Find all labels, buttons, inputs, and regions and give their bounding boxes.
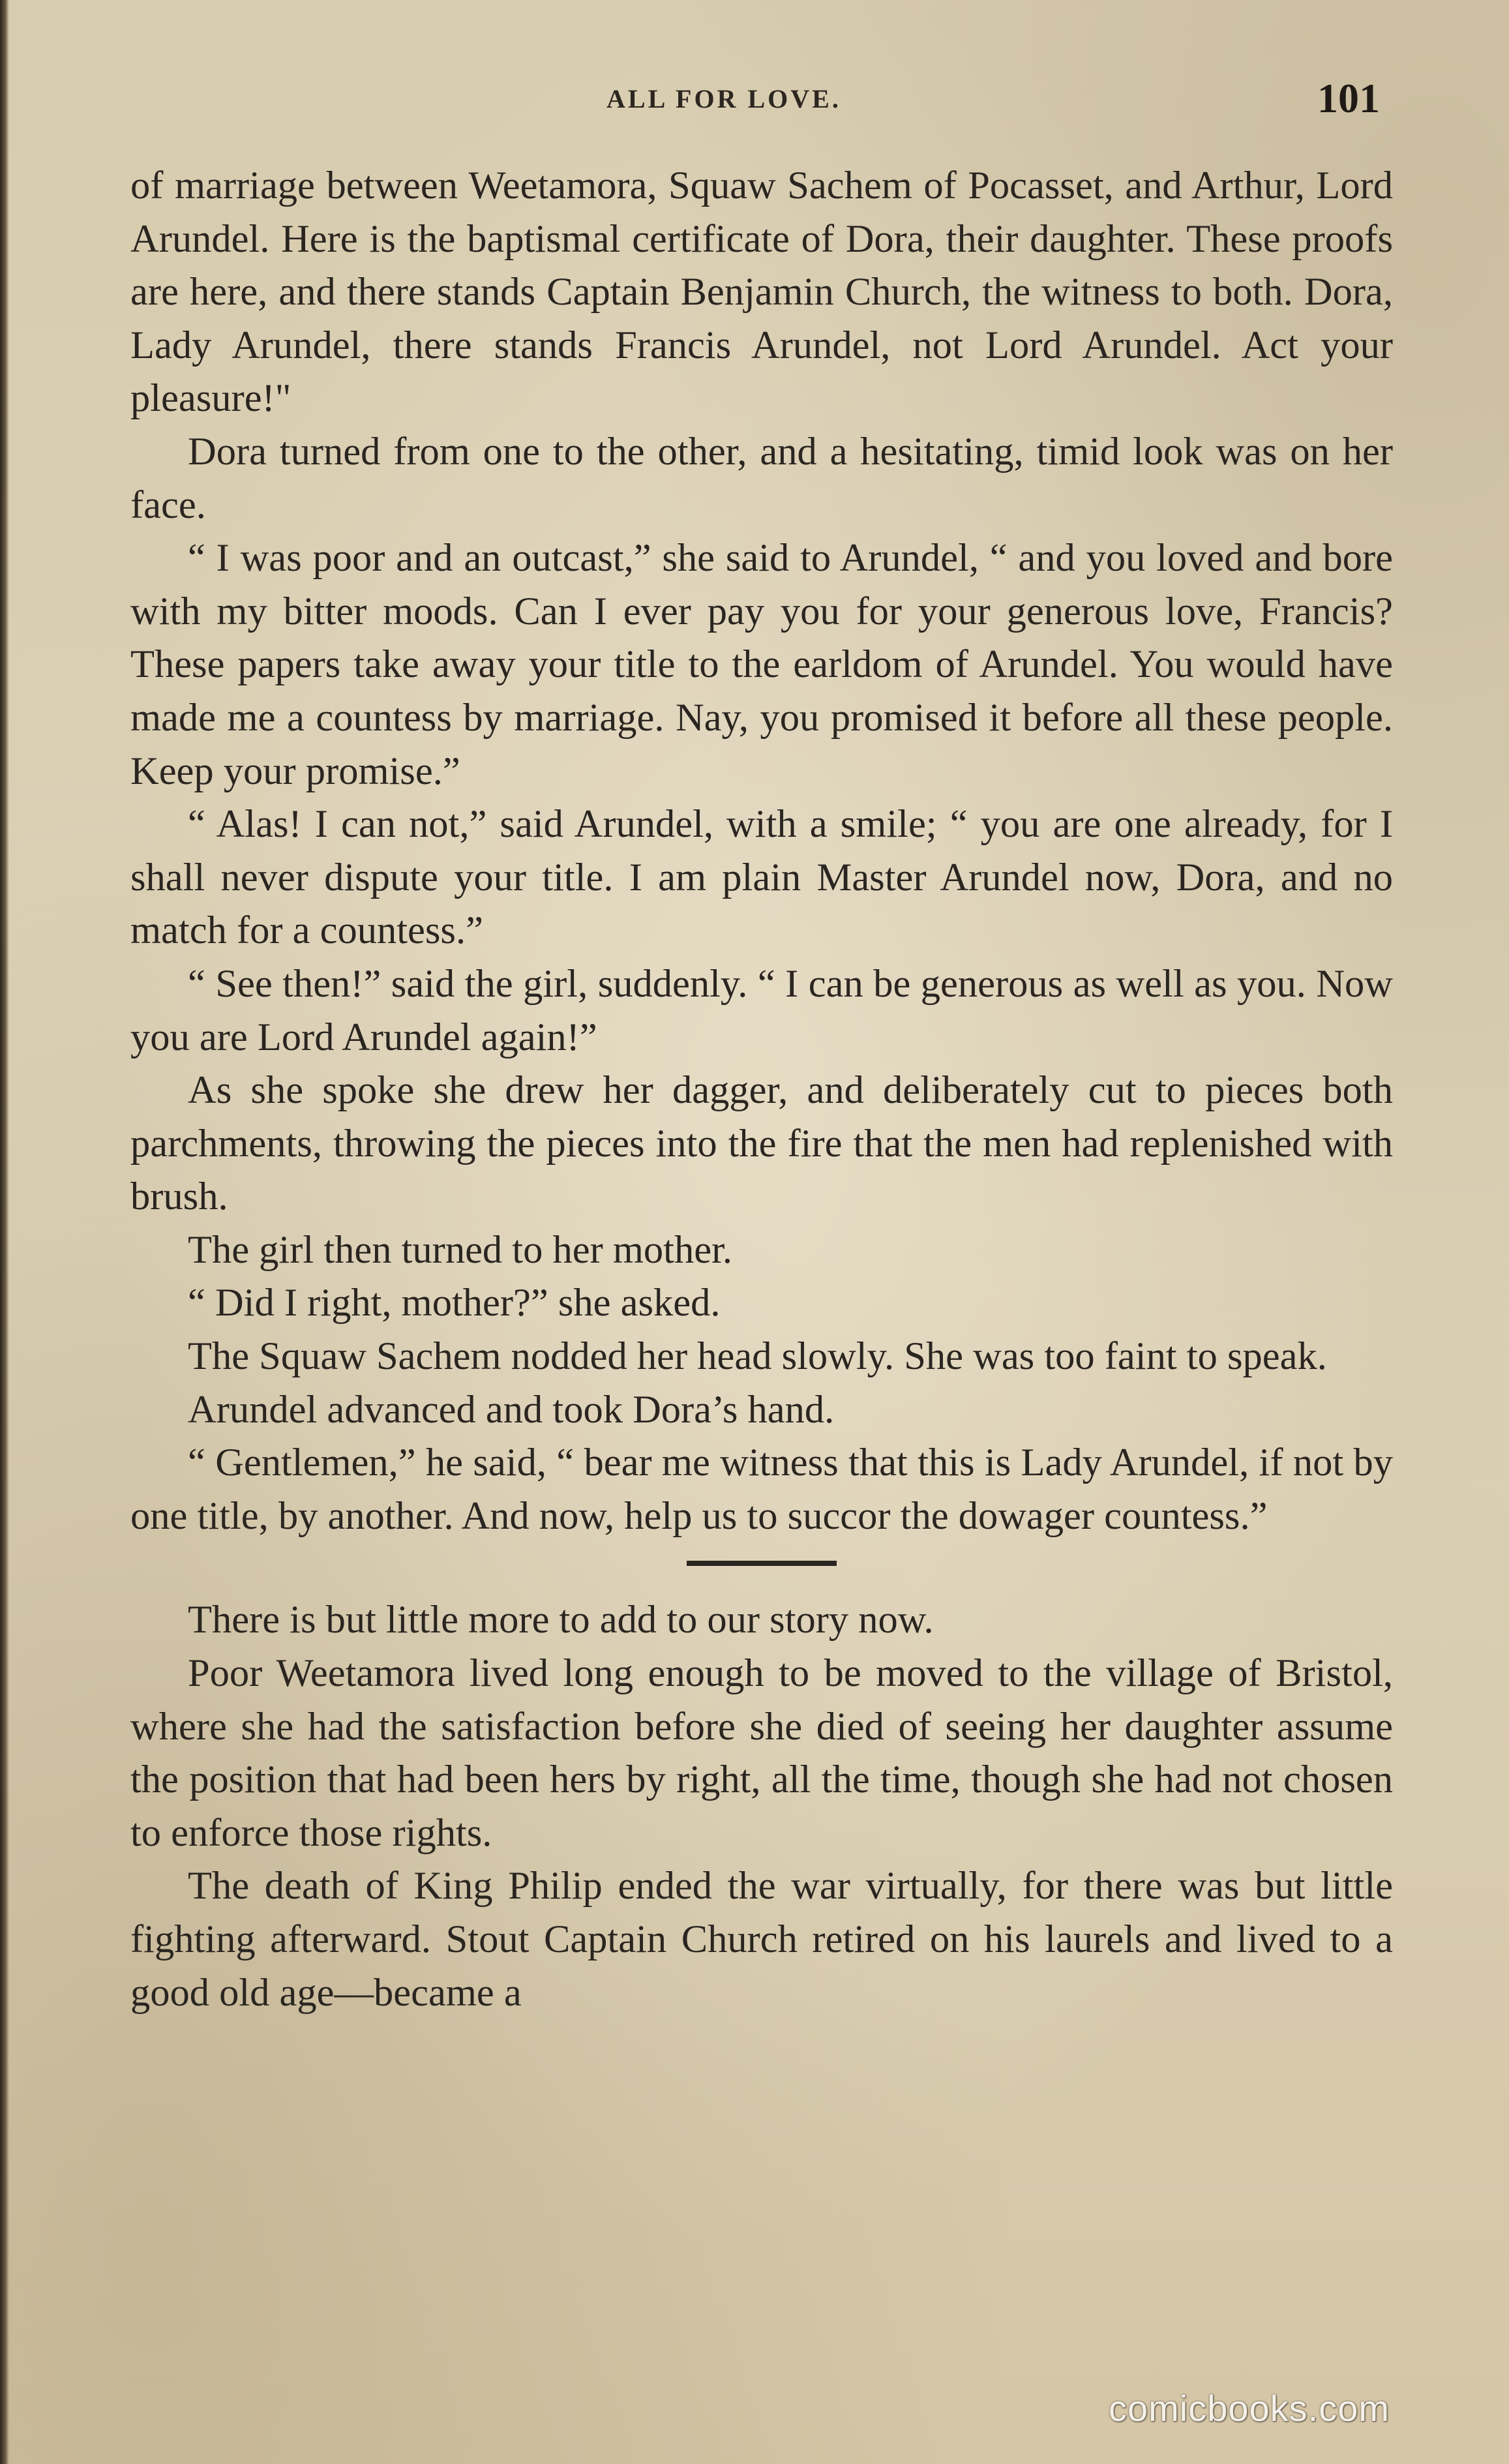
paragraph: “ I was poor and an outcast,” she said to Arundel, “ and you loved and bore with my bitter moods. Can I ever pay you for your generous love, Francis? These papers take away your title to the earldom of Arundel. You would have made me a countess by marriage. Nay, you promised it before all these people. Keep your promise.”: [130, 536, 1393, 793]
paragraph: The death of King Philip ended the war virtually, for there was but little fighting afterward. Stout Captain Church retired on his laurels and lived to a good old age—became a: [130, 1864, 1393, 2015]
paragraph: “ Gentlemen,” he said, “ bear me witness that this is Lady Arundel, if not by one title, by another. And now, help us to succor the dowager countess.”: [130, 1441, 1393, 1538]
paragraph: There is but little more to add to our story now.: [188, 1598, 934, 1642]
page-number: 101: [1317, 75, 1380, 121]
paragraph: The girl then turned to her mother.: [188, 1227, 733, 1272]
running-head: [0, 75, 1509, 121]
paragraph: “ Alas! I can not,” said Arundel, with a smile; “ you are one already, for I shall never dispute your title. I am plain Master Arundel now, Dora, and no match for a countess.”: [130, 802, 1393, 953]
paragraph: Dora turned from one to the other, and a hesitating, timid look was on her face.: [130, 429, 1393, 527]
paragraph: of marriage between Weetamora, Squaw Sachem of Pocasset, and Arthur, Lord Arundel. Here is the baptismal certificate of Dora, their daughter. These proofs are here, and there stands Captain Benjamin Church, the witness to both. Dora, Lady Arundel, there stands Francis Arundel, not Lord Arundel. Act your pleasure!": [130, 164, 1393, 421]
paragraph: Poor Weetamora lived long enough to be moved to the village of Bristol, where she had the satisfaction before she died of seeing her daughter assume the position that had been hers by right, all the time, though she had not chosen to enforce those rights.: [130, 1651, 1393, 1855]
paragraph: “ Did I right, mother?” she asked.: [188, 1281, 721, 1325]
paragraph: The Squaw Sachem nodded her head slowly. She was too faint to speak.: [188, 1334, 1327, 1379]
watermark: comicbooks.com: [1109, 2388, 1390, 2429]
text-block: [130, 159, 1393, 2019]
paragraph: As she spoke she drew her dagger, and deliberately cut to pieces both parchments, throwing the pieces into the fire that the men had replenished with brush.: [130, 1068, 1393, 1219]
paragraph: Arundel advanced and took Dora’s hand.: [188, 1387, 835, 1432]
section-divider-rule: [687, 1561, 837, 1566]
running-title: ALL FOR LOVE.: [606, 84, 841, 113]
page-binding-edge: [0, 0, 9, 2464]
paragraph: “ See then!” said the girl, suddenly. “ I can be generous as well as you. Now you are Lord Arundel again!”: [130, 961, 1393, 1059]
